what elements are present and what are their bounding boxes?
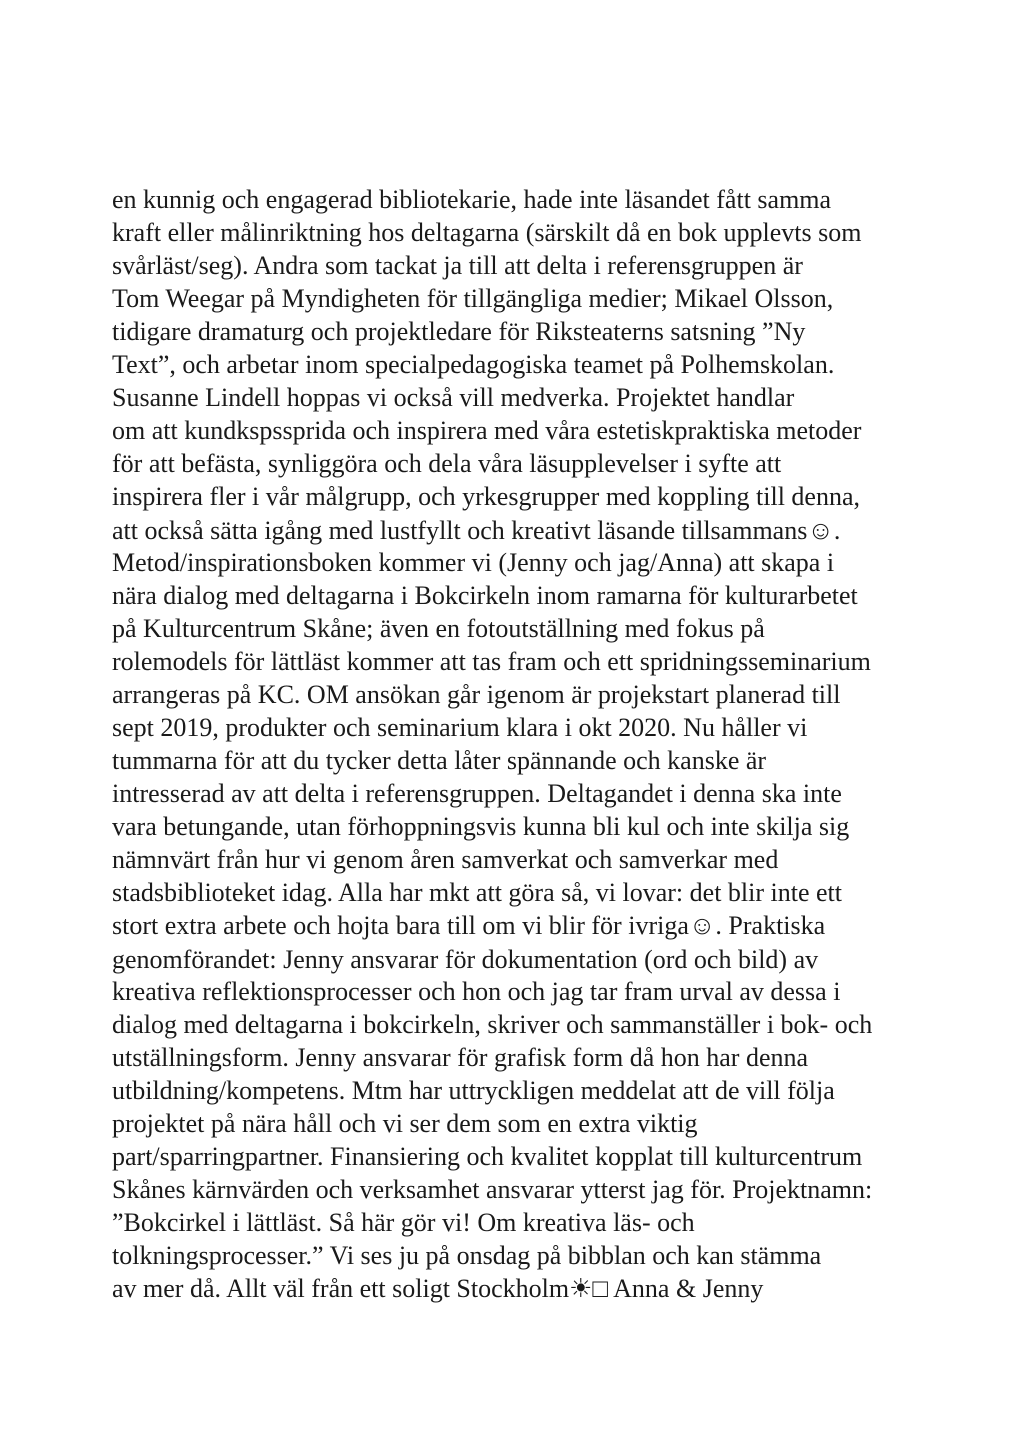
text-line-30: part/sparringpartner. Finansiering och kvalitet kopplat till kulturcentrum xyxy=(112,1142,863,1171)
text-line-34: av mer då. Allt väl från ett soligt Stockholm☀□ Anna & Jenny xyxy=(112,1274,764,1303)
text-line-7: Susanne Lindell hoppas vi också vill medverka. Projektet handlar xyxy=(112,383,795,412)
text-line-15: rolemodels för lättläst kommer att tas fram och ett spridningsseminarium xyxy=(112,647,871,676)
text-line-2: kraft eller målinriktning hos deltagarna (särskilt då en bok upplevts som xyxy=(112,218,862,247)
text-line-11: att också sätta igång med lustfyllt och kreativt läsande tillsammans☺. xyxy=(112,516,841,545)
text-line-10: inspirera fler i vår målgrupp, och yrkesgrupper med koppling till denna, xyxy=(112,482,861,511)
text-line-19: intresserad av att delta i referensgruppen. Deltagandet i denna ska inte xyxy=(112,779,842,808)
text-line-31: Skånes kärnvärden och verksamhet ansvarar ytterst jag för. Projektnamn: xyxy=(112,1175,873,1204)
text-line-14: på Kulturcentrum Skåne; även en fotoutställning med fokus på xyxy=(112,614,765,643)
text-line-18: tummarna för att du tycker detta låter spännande och kanske är xyxy=(112,746,767,775)
text-line-24: genomförandet: Jenny ansvarar för dokumentation (ord och bild) av xyxy=(112,945,819,974)
text-line-20: vara betungande, utan förhoppningsvis kunna bli kul och inte skilja sig xyxy=(112,812,850,841)
text-line-22: stadsbiblioteket idag. Alla har mkt att göra så, vi lovar: det blir inte ett xyxy=(112,878,842,907)
text-line-8: om att kundkspssprida och inspirera med våra estetiskpraktiska metoder xyxy=(112,416,862,445)
text-line-3: svårläst/seg). Andra som tackat ja till att delta i referensgruppen är xyxy=(112,251,803,280)
text-line-26: dialog med deltagarna i bokcirkeln, skriver och sammanställer i bok- och xyxy=(112,1010,873,1039)
text-line-16: arrangeras på KC. OM ansökan går igenom är projekstart planerad till xyxy=(112,680,841,709)
text-line-12: Metod/inspirationsboken kommer vi (Jenny och jag/Anna) att skapa i xyxy=(112,548,835,577)
text-line-4: Tom Weegar på Myndigheten för tillgängliga medier; Mikael Olsson, xyxy=(112,284,834,313)
text-line-33: tolkningsprocesser.” Vi ses ju på onsdag på bibblan och kan stämma xyxy=(112,1241,822,1270)
text-line-17: sept 2019, produkter och seminarium klara i okt 2020. Nu håller vi xyxy=(112,713,808,742)
text-line-9: för att befästa, synliggöra och dela våra läsupplevelser i syfte att xyxy=(112,449,782,478)
text-line-23: stort extra arbete och hojta bara till om vi blir för ivriga☺. Praktiska xyxy=(112,911,826,940)
text-line-28: utbildning/kompetens. Mtm har uttryckligen meddelat att de vill följa xyxy=(112,1076,835,1105)
text-line-5: tidigare dramaturg och projektledare för Riksteaterns satsning ”Ny xyxy=(112,317,806,346)
text-line-32: ”Bokcirkel i lättläst. Så här gör vi! Om kreativa läs- och xyxy=(112,1208,695,1237)
text-line-29: projektet på nära håll och vi ser dem som en extra viktig xyxy=(112,1109,698,1138)
text-line-27: utställningsform. Jenny ansvarar för grafisk form då hon har denna xyxy=(112,1043,809,1072)
text-line-21: nämnvärt från hur vi genom åren samverkat och samverkar med xyxy=(112,845,779,874)
text-line-13: nära dialog med deltagarna i Bokcirkeln inom ramarna för kulturarbetet xyxy=(112,581,858,610)
text-line-6: Text”, och arbetar inom specialpedagogiska teamet på Polhemskolan. xyxy=(112,350,835,379)
text-line-1: en kunnig och engagerad bibliotekarie, hade inte läsandet fått samma xyxy=(112,185,832,214)
text-line-25: kreativa reflektionsprocesser och hon och jag tar fram urval av dessa i xyxy=(112,977,841,1006)
